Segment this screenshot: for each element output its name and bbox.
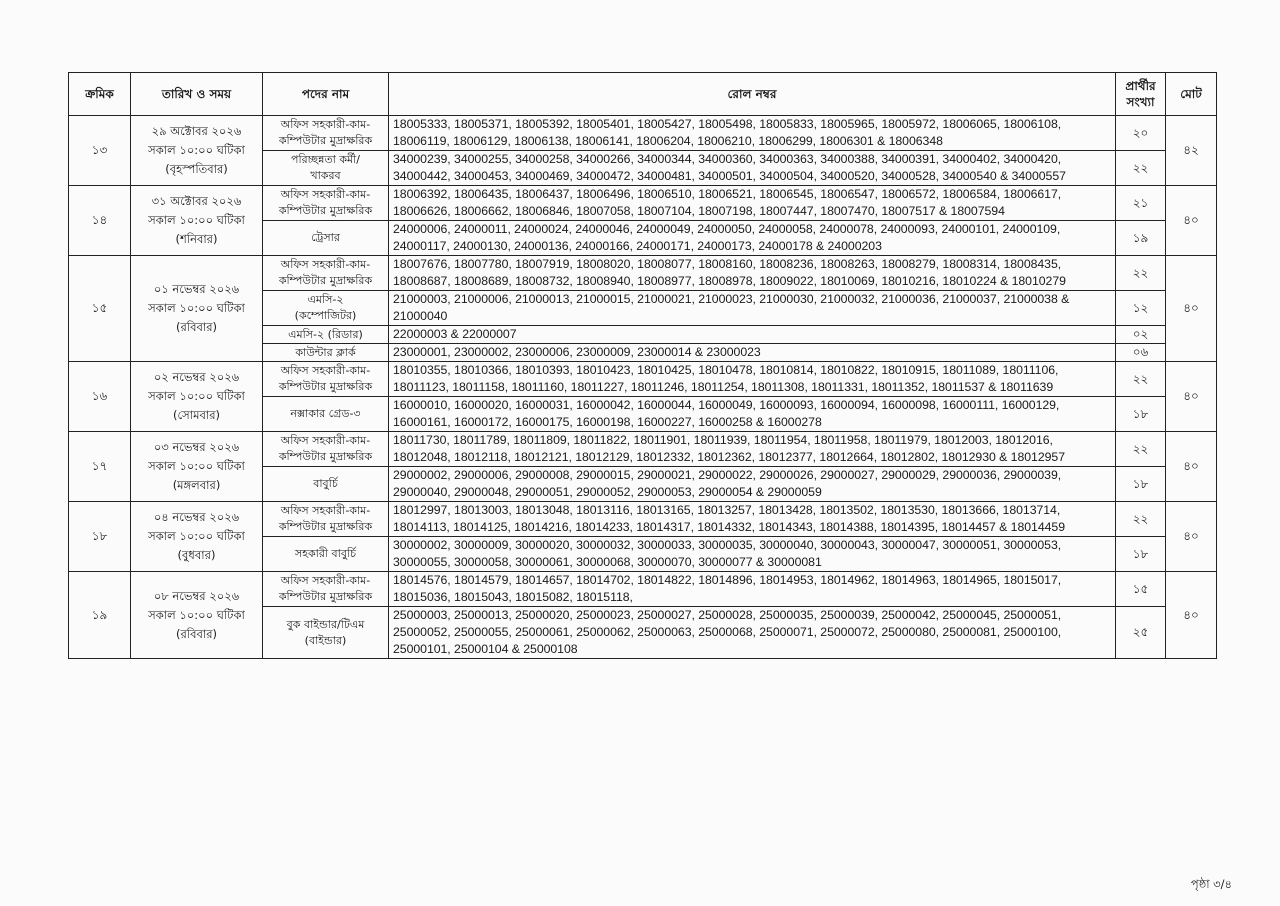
roll-numbers-cell: 34000239, 34000255, 34000258, 34000266, 34000344, 34000360, 34000363, 34000388, 34000391, 34000402, 34000420, 34000442, 34000453, 34000469, 34000472, 34000481, 34000501, 34000504, 34000520, 34000528, 34000540 & 34000557	[389, 151, 1116, 186]
exam-time: সকাল ১০:০০ ঘটিকা	[148, 607, 245, 622]
exam-date: ০৩ নভেম্বর ২০২৬	[153, 440, 240, 454]
post-name-cell	[263, 221, 389, 256]
date-time-cell	[131, 502, 263, 572]
candidate-count-cell: ২২	[1116, 362, 1166, 397]
exam-time: সকাল ১০:০০ ঘটিকা	[148, 301, 245, 315]
post-name-line1: অফিস সহকারী-কাম-	[280, 504, 371, 517]
post-name-line1: এমসি-২ (রিডার)	[288, 327, 363, 341]
date-time-cell	[131, 432, 263, 502]
roll-numbers-cell: 22000003 & 22000007	[389, 326, 1116, 344]
total-cell: ৪২	[1166, 116, 1217, 186]
exam-day: (মঙ্গলবার)	[172, 478, 221, 492]
roll-numbers-cell: 18005333, 18005371, 18005392, 18005401, 18005427, 18005498, 18005833, 18005965, 18005972, 18006065, 18006108, 18006119, 18006129, 18006138, 18006141, 18006204, 18006210, 18006299, 18006301 & 18006348	[389, 116, 1116, 151]
total-cell: ৪০	[1166, 186, 1217, 256]
post-name-cell	[263, 151, 389, 186]
serial-cell: ১৯	[69, 572, 131, 659]
candidate-count-cell: ২০	[1116, 116, 1166, 151]
date-time-cell	[131, 362, 263, 432]
post-name-line1: অফিস সহকারী-কাম-	[280, 434, 371, 447]
serial-cell: ১৮	[69, 502, 131, 572]
exam-day: (বৃহস্পতিবার)	[165, 162, 228, 176]
roll-numbers-cell: 21000003, 21000006, 21000013, 21000015, 21000021, 21000023, 21000030, 21000032, 21000036, 21000037, 21000038 & 21000040	[389, 291, 1116, 326]
candidate-count-cell: ১৫	[1116, 572, 1166, 607]
post-name-cell	[263, 344, 389, 362]
exam-time: সকাল ১০:০০ ঘটিকা	[148, 143, 245, 157]
post-name-cell	[263, 467, 389, 502]
post-name-line1: বুক বাইন্ডার/টিএম	[286, 617, 365, 631]
date-time-cell	[131, 116, 263, 186]
exam-time: সকাল ১০:০০ ঘটিকা	[148, 213, 245, 227]
post-name-line1: অফিস সহকারী-কাম-	[280, 574, 371, 587]
table-row	[69, 362, 1217, 397]
candidate-count-cell: ২২	[1116, 151, 1166, 186]
post-name-cell	[263, 397, 389, 432]
candidate-count-cell: ১৮	[1116, 397, 1166, 432]
post-name-cell	[263, 502, 389, 537]
roll-numbers-cell: 30000002, 30000009, 30000020, 30000032, 30000033, 30000035, 30000040, 30000043, 30000047, 30000051, 30000053, 30000055, 30000058, 30000061, 30000068, 30000070, 30000077 & 30000081	[389, 537, 1116, 572]
post-name-cell	[263, 326, 389, 344]
post-name-line1: অফিস সহকারী-কাম-	[280, 258, 371, 271]
roll-numbers-cell: 18006392, 18006435, 18006437, 18006496, 18006510, 18006521, 18006545, 18006547, 18006572, 18006584, 18006617, 18006626, 18006662, 18006846, 18007058, 18007104, 18007198, 18007447, 18007470, 18007517 & 18007594	[389, 186, 1116, 221]
post-name-line2: কম্পিউটার মুদ্রাক্ষরিক	[278, 520, 373, 533]
serial-cell: ১৬	[69, 362, 131, 432]
total-cell: ৪০	[1166, 362, 1217, 432]
post-name-cell	[263, 432, 389, 467]
table-row	[69, 116, 1217, 151]
candidate-count-cell: ০৬	[1116, 344, 1166, 362]
candidate-count-cell: ২২	[1116, 502, 1166, 537]
post-name-line1: বাবুর্চি	[313, 477, 338, 490]
post-name-line1: সহকারী বাবুর্চি	[294, 547, 357, 560]
post-name-line1: পরিচ্ছন্নতা কর্মী/	[291, 153, 360, 166]
date-time-cell	[131, 186, 263, 256]
table-body	[69, 116, 1217, 659]
exam-schedule-table	[68, 72, 1217, 659]
table-header	[69, 73, 1217, 116]
post-name-cell	[263, 116, 389, 151]
roll-numbers-cell: 18007676, 18007780, 18007919, 18008020, 18008077, 18008160, 18008236, 18008263, 18008279, 18008314, 18008435, 18008687, 18008689, 18008732, 18008940, 18008977, 18008978, 18009022, 18010069, 18010216, 18010224 & 18010279	[389, 256, 1116, 291]
roll-numbers-cell: 23000001, 23000002, 23000006, 23000009, 23000014 & 23000023	[389, 344, 1116, 362]
header-roll-number: রোল নম্বর	[389, 73, 1116, 116]
candidate-count-cell: ২৫	[1116, 607, 1166, 659]
header-candidates	[1116, 73, 1166, 116]
post-name-line1: অফিস সহকারী-কাম-	[280, 188, 371, 201]
header-post-name: পদের নাম	[263, 73, 389, 116]
roll-numbers-cell: 18012997, 18013003, 18013048, 18013116, 18013165, 18013257, 18013428, 18013502, 18013530, 18013666, 18013714, 18014113, 18014125, 18014216, 18014233, 18014317, 18014332, 18014343, 18014388, 18014395, 18014457 & 18014459	[389, 502, 1116, 537]
post-name-line1: নক্সাকার গ্রেড-৩	[290, 407, 361, 420]
exam-time: সকাল ১০:০০ ঘটিকা	[148, 459, 245, 473]
exam-date: ০১ নভেম্বর ২০২৬	[153, 282, 240, 296]
candidate-count-cell: ১৮	[1116, 467, 1166, 502]
table-row	[69, 572, 1217, 607]
header-date-time: তারিখ ও সময়	[131, 73, 263, 116]
page-number: পৃষ্ঠা ৩/৪	[1190, 877, 1232, 891]
exam-date: ০২ নভেম্বর ২০২৬	[153, 370, 240, 384]
post-name-line2: (বাইন্ডার)	[304, 633, 347, 647]
serial-cell: ১৭	[69, 432, 131, 502]
post-name-cell	[263, 186, 389, 221]
exam-day: (সোমবার)	[172, 408, 221, 422]
post-name-line2: কম্পিউটার মুদ্রাক্ষরিক	[278, 134, 373, 147]
post-name-cell	[263, 256, 389, 291]
post-name-cell	[263, 572, 389, 607]
exam-date: ০৮ নভেম্বর ২০২৬	[153, 588, 240, 603]
roll-numbers-cell: 29000002, 29000006, 29000008, 29000015, 29000021, 29000022, 29000026, 29000027, 29000029, 29000036, 29000039, 29000040, 29000048, 29000051, 29000052, 29000053, 29000054 & 29000059	[389, 467, 1116, 502]
total-cell: ৪০	[1166, 432, 1217, 502]
table-row	[69, 432, 1217, 467]
post-name-line2: খাকরব	[310, 169, 341, 182]
table-row	[69, 256, 1217, 291]
post-name-line2: কম্পিউটার মুদ্রাক্ষরিক	[278, 380, 373, 393]
header-serial: ক্রমিক	[69, 73, 131, 116]
post-name-cell	[263, 607, 389, 659]
exam-time: সকাল ১০:০০ ঘটিকা	[148, 529, 245, 543]
date-time-cell	[131, 572, 263, 659]
candidate-count-cell: ১৯	[1116, 221, 1166, 256]
total-cell: ৪০	[1166, 256, 1217, 362]
post-name-line2: (কম্পোজিটর)	[294, 309, 357, 322]
post-name-line1: ট্রেসার	[311, 231, 340, 244]
exam-day: (বুধবার)	[177, 548, 216, 562]
post-name-line1: এমসি-২	[307, 293, 344, 306]
post-name-line2: কম্পিউটার মুদ্রাক্ষরিক	[278, 204, 373, 217]
roll-numbers-cell: 18014576, 18014579, 18014657, 18014702, 18014822, 18014896, 18014953, 18014962, 18014963, 18014965, 18015017, 18015036, 18015043, 18015082, 18015118,	[389, 572, 1116, 607]
header-candidates-line2: সংখ্যা	[1126, 95, 1155, 109]
total-cell: ৪০	[1166, 502, 1217, 572]
post-name-line2: কম্পিউটার মুদ্রাক্ষরিক	[278, 450, 373, 463]
exam-time: সকাল ১০:০০ ঘটিকা	[148, 389, 245, 403]
candidate-count-cell: ২২	[1116, 432, 1166, 467]
header-candidates-line1: প্রার্থীর	[1125, 79, 1156, 93]
post-name-line2: কম্পিউটার মুদ্রাক্ষরিক	[278, 274, 373, 287]
header-row	[69, 73, 1217, 116]
candidate-count-cell: ১২	[1116, 291, 1166, 326]
roll-numbers-cell: 24000006, 24000011, 24000024, 24000046, 24000049, 24000050, 24000058, 24000078, 24000093, 24000101, 24000109, 24000117, 24000130, 24000136, 24000166, 24000171, 24000173, 24000178 & 24000203	[389, 221, 1116, 256]
exam-day: (রবিবার)	[175, 320, 218, 334]
post-name-cell	[263, 362, 389, 397]
post-name-line2: কম্পিউটার মুদ্রাক্ষরিক	[278, 590, 373, 603]
date-time-cell	[131, 256, 263, 362]
roll-numbers-cell: 18011730, 18011789, 18011809, 18011822, 18011901, 18011939, 18011954, 18011958, 18011979, 18012003, 18012016, 18012048, 18012118, 18012121, 18012129, 18012332, 18012362, 18012377, 18012664, 18012802, 18012930 & 18012957	[389, 432, 1116, 467]
serial-cell: ১৫	[69, 256, 131, 362]
exam-date: ২৯ অক্টোবর ২০২৬	[151, 124, 242, 138]
serial-cell: ১৪	[69, 186, 131, 256]
roll-numbers-cell: 18010355, 18010366, 18010393, 18010423, 18010425, 18010478, 18010814, 18010822, 18010915, 18011089, 18011106, 18011123, 18011158, 18011160, 18011227, 18011246, 18011254, 18011308, 18011331, 18011352, 18011537 & 18011639	[389, 362, 1116, 397]
post-name-cell	[263, 537, 389, 572]
post-name-line1: অফিস সহকারী-কাম-	[280, 118, 371, 131]
post-name-cell	[263, 291, 389, 326]
candidate-count-cell: ১৮	[1116, 537, 1166, 572]
header-total: মোট	[1166, 73, 1217, 116]
exam-date: ০৪ নভেম্বর ২০২৬	[153, 510, 240, 524]
post-name-line1: কাউন্টার ক্লার্ক	[295, 345, 356, 359]
exam-date: ৩১ অক্টোবর ২০২৬	[151, 194, 242, 208]
table-row	[69, 502, 1217, 537]
candidate-count-cell: ২২	[1116, 256, 1166, 291]
post-name-line1: অফিস সহকারী-কাম-	[280, 364, 371, 377]
table-row	[69, 186, 1217, 221]
exam-day: (শনিবার)	[175, 232, 218, 246]
serial-cell: ১৩	[69, 116, 131, 186]
total-cell: ৪০	[1166, 572, 1217, 659]
candidate-count-cell: ২১	[1116, 186, 1166, 221]
candidate-count-cell: ০২	[1116, 326, 1166, 344]
roll-numbers-cell: 16000010, 16000020, 16000031, 16000042, 16000044, 16000049, 16000093, 16000094, 16000098, 16000111, 16000129, 16000161, 16000172, 16000175, 16000198, 16000227, 16000258 & 16000278	[389, 397, 1116, 432]
roll-numbers-cell: 25000003, 25000013, 25000020, 25000023, 25000027, 25000028, 25000035, 25000039, 25000042, 25000045, 25000051, 25000052, 25000055, 25000061, 25000062, 25000063, 25000068, 25000071, 25000072, 25000080, 25000081, 25000100, 25000101, 25000104 & 25000108	[389, 607, 1116, 659]
exam-day: (রবিবার)	[175, 626, 218, 641]
